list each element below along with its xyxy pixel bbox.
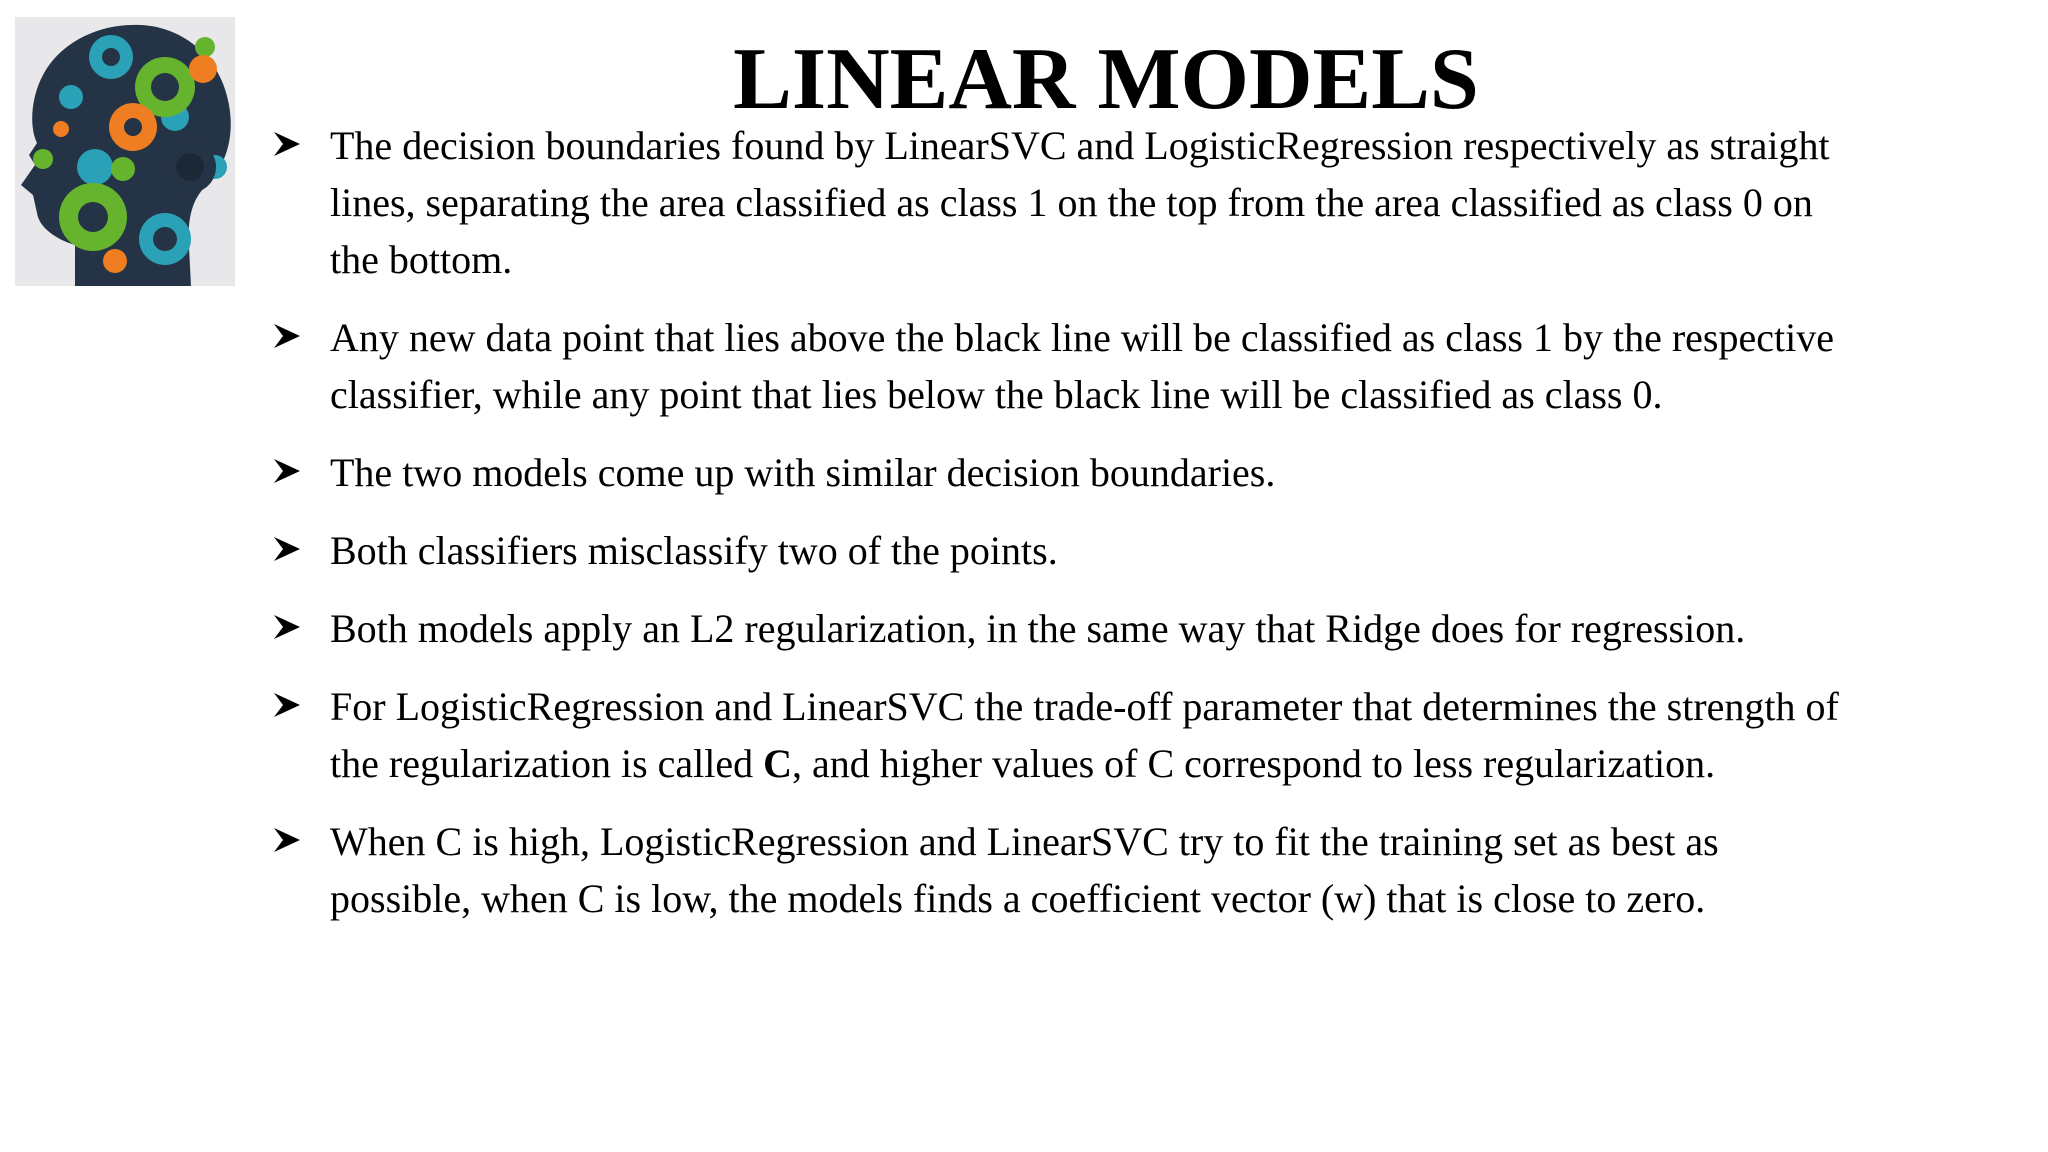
bullet-text-line: classifier, while any point that lies below the black line will be classified as class 0.: [330, 372, 1663, 417]
bullet-item: [272, 117, 1992, 288]
arrowhead-bullet-icon: [272, 456, 302, 486]
bullet-item: [272, 813, 1992, 927]
bullet-list: [272, 117, 1992, 948]
page-title: LINEAR MODELS: [733, 31, 1479, 128]
arrowhead-bullet-icon: [272, 129, 302, 159]
bullet-item: [272, 444, 1992, 501]
bullet-text-line: When C is high, LogisticRegression and LinearSVC try to fit the training set as best as: [330, 819, 1719, 864]
bullet-text-segment: the regularization is called: [330, 741, 764, 786]
arrowhead-bullet-icon: [272, 534, 302, 564]
arrowhead-bullet-icon: [272, 612, 302, 642]
bullet-text-line: The decision boundaries found by LinearSVC and LogisticRegression respectively as straight: [330, 123, 1830, 168]
arrowhead-bullet-icon: [272, 825, 302, 855]
bullet-item: [272, 309, 1992, 423]
bullet-text-line: the bottom.: [330, 237, 513, 282]
bullet-text-segment: , and higher values of C correspond to less regularization.: [792, 741, 1716, 786]
bullet-item: [272, 600, 1992, 657]
bullet-text-line: lines, separating the area classified as class 1 on the top from the area classified as class 0 on: [330, 180, 1813, 225]
bullet-text-line: The two models come up with similar decision boundaries.: [330, 450, 1276, 495]
bullet-text-line: [330, 735, 1992, 792]
bullet-item: [272, 678, 1992, 792]
bullet-text-line: Any new data point that lies above the black line will be classified as class 1 by the respective: [330, 315, 1834, 360]
bullet-item: [272, 522, 1992, 579]
bullet-text-line: Both classifiers misclassify two of the points.: [330, 528, 1058, 573]
bullet-text-line: possible, when C is low, the models finds a coefficient vector (w) that is close to zero.: [330, 876, 1706, 921]
arrowhead-bullet-icon: [272, 321, 302, 351]
bullet-text-line: For LogisticRegression and LinearSVC the trade-off parameter that determines the strength of: [330, 684, 1839, 729]
bullet-text-line: Both models apply an L2 regularization, in the same way that Ridge does for regression.: [330, 606, 1746, 651]
arrowhead-bullet-icon: [272, 690, 302, 720]
bold-parameter-c: C: [763, 741, 793, 786]
